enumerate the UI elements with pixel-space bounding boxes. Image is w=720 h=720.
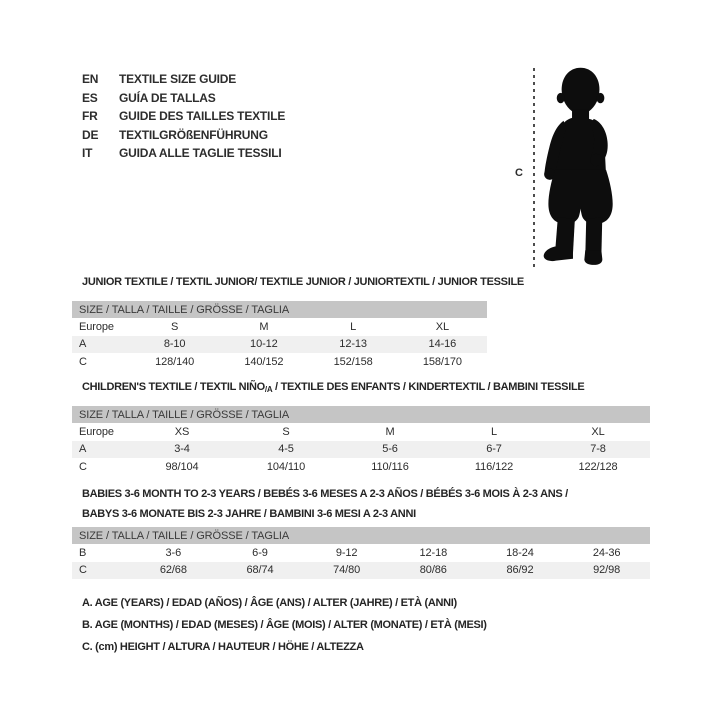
- value-cell: 6-9: [252, 546, 268, 559]
- row-label: Europe: [79, 425, 114, 438]
- size-header-label: SIZE / TALLA / TAILLE / GRÖSSE / TAGLIA: [72, 301, 487, 318]
- language-row-de: [82, 126, 285, 145]
- value-cell: 116/122: [474, 460, 514, 473]
- language-code: EN: [82, 72, 99, 86]
- value-cell: 24-36: [592, 546, 621, 559]
- title-text: CHILDREN'S TEXTILE / TEXTIL NIÑO: [82, 381, 265, 393]
- value-cell: 5-6: [338, 441, 442, 459]
- value-cell: 4-5: [234, 441, 338, 459]
- value-cell: 3-6: [165, 546, 182, 559]
- height-measure-label: C: [515, 167, 523, 179]
- value-cell: 10-12: [219, 336, 308, 354]
- row-label: A: [72, 336, 130, 354]
- language-label: TEXTILGRÖßENFÜHRUNG: [119, 127, 268, 142]
- size-cell: M: [385, 425, 395, 438]
- value-cell: 7-8: [546, 441, 650, 459]
- language-label: GUIDE DES TAILLES TEXTILE: [119, 109, 286, 124]
- size-cell: L: [490, 425, 498, 438]
- table-row: [72, 562, 650, 580]
- value-cell: 3-4: [130, 441, 234, 459]
- language-label: GUÍA DE TALLAS: [119, 90, 216, 105]
- table-row: [72, 353, 487, 371]
- language-row-fr: [82, 107, 285, 126]
- babies-size-table: [72, 527, 650, 579]
- size-cell: S: [282, 425, 290, 438]
- size-cell: XS: [174, 425, 190, 438]
- value-cell: 122/128: [578, 460, 618, 473]
- language-row-en: [82, 70, 285, 89]
- value-cell: 68/74: [217, 562, 304, 580]
- row-label: A: [72, 441, 130, 459]
- size-header-label: SIZE / TALLA / TAILLE / GRÖSSE / TAGLIA: [72, 406, 650, 423]
- title-text: / TEXTILE DES ENFANTS / KINDERTEXTIL / BAMBINI TESSILE: [272, 381, 585, 393]
- value-cell: 62/68: [130, 562, 217, 580]
- value-cell: 140/152: [244, 355, 284, 368]
- value-cell: 6-7: [442, 441, 546, 459]
- children-size-table: [72, 406, 650, 476]
- value-cell: 74/80: [303, 562, 390, 580]
- title-line-2: BABYS 3-6 MONATE BIS 2-3 JAHRE / BAMBINI 3-6 MESI A 2-3 ANNI: [82, 508, 416, 520]
- language-row-it: [82, 144, 285, 163]
- value-cell: 98/104: [165, 460, 199, 473]
- language-code: IT: [82, 146, 93, 161]
- baby-silhouette: [542, 64, 638, 272]
- children-section-title: [82, 381, 584, 394]
- value-cell: 9-12: [335, 546, 358, 559]
- language-label: GUIDA ALLE TAGLIE TESSILI: [119, 146, 282, 161]
- size-cell: L: [350, 320, 357, 333]
- language-row-es: [82, 89, 285, 108]
- title-line-1: BABIES 3-6 MONTH TO 2-3 YEARS / BEBÉS 3-6 MESES A 2-3 AÑOS / BÉBÉS 3-6 MOIS À 2-3 ANS /: [82, 488, 568, 500]
- height-measure-dashed-line: [533, 68, 535, 268]
- legend-note-b: B. AGE (MONTHS) / EDAD (MESES) / ÂGE (MOIS) / ALTER (MONATE) / ETÀ (MESI): [82, 619, 487, 631]
- legend-notes: [82, 592, 487, 658]
- value-cell: 12-18: [419, 546, 448, 559]
- value-cell: 158/170: [422, 355, 462, 368]
- table-row: [72, 441, 650, 459]
- language-code: FR: [82, 109, 98, 124]
- language-list: [82, 70, 285, 163]
- value-cell: 128/140: [155, 355, 195, 368]
- value-cell: 8-10: [130, 336, 219, 354]
- title-subscript: /A: [264, 385, 273, 394]
- table-row: [72, 423, 650, 441]
- language-label: TEXTILE SIZE GUIDE: [119, 72, 237, 86]
- size-header-bar: [72, 406, 650, 423]
- table-row: [72, 458, 650, 476]
- table-row: [72, 544, 650, 562]
- row-label: C: [72, 562, 130, 580]
- size-cell: M: [259, 320, 269, 333]
- size-header-bar: [72, 527, 650, 544]
- value-cell: 14-16: [398, 336, 487, 354]
- size-cell: XL: [591, 425, 605, 438]
- legend-note-a: A. AGE (YEARS) / EDAD (AÑOS) / ÂGE (ANS) / ALTER (JAHRE) / ETÀ (ANNI): [82, 597, 457, 609]
- value-cell: 110/116: [371, 460, 409, 473]
- junior-size-table: [72, 301, 487, 371]
- language-code: ES: [82, 90, 98, 105]
- value-cell: 152/158: [333, 355, 373, 368]
- table-row: [72, 336, 487, 354]
- value-cell: 104/110: [266, 460, 306, 473]
- row-label: Europe: [79, 320, 114, 333]
- size-cell: S: [171, 320, 179, 333]
- row-label: C: [79, 355, 87, 368]
- value-cell: 86/92: [477, 562, 564, 580]
- value-cell: 18-24: [506, 546, 534, 559]
- size-header-bar: [72, 301, 487, 318]
- value-cell: 12-13: [309, 336, 398, 354]
- legend-note-c: C. (cm) HEIGHT / ALTURA / HAUTEUR / HÖHE / ALTEZZA: [82, 641, 364, 653]
- size-cell: XL: [435, 320, 449, 333]
- size-header-label: SIZE / TALLA / TAILLE / GRÖSSE / TAGLIA: [72, 527, 650, 544]
- babies-section-title: [82, 484, 568, 524]
- row-label: C: [79, 460, 87, 473]
- language-code: DE: [82, 127, 99, 142]
- row-label: B: [79, 546, 87, 559]
- junior-section-title: JUNIOR TEXTILE / TEXTIL JUNIOR/ TEXTILE JUNIOR / JUNIORTEXTIL / JUNIOR TESSILE: [82, 276, 524, 288]
- table-row: [72, 318, 487, 336]
- value-cell: 80/86: [390, 562, 477, 580]
- value-cell: 92/98: [563, 562, 650, 580]
